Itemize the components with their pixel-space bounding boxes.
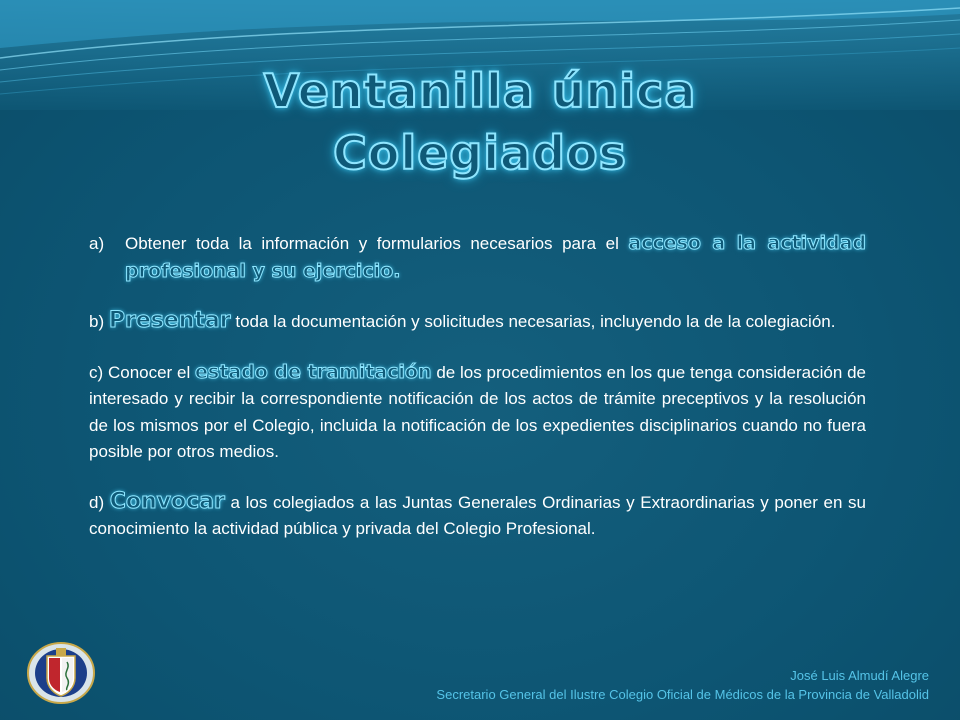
item-a-marker: a): [89, 234, 105, 253]
item-b-highlight: Presentar: [108, 308, 231, 333]
college-seal-icon: [25, 640, 97, 706]
item-c: [89, 359, 866, 466]
item-a-highlight: acceso a la actividad profesional y su ejercicio.: [125, 232, 866, 282]
item-c-marker: c) Conocer el: [89, 362, 196, 382]
footer-author: José Luis Almudí Alegre: [790, 668, 929, 683]
item-d-marker: d): [89, 492, 110, 512]
item-b-text: toda la documentación y solicitudes necesarias, incluyendo la de la colegiación.: [230, 312, 836, 331]
item-c-text: de los procedimientos en los que tenga consideración de interesado y recibir la correspondiente notificación de los actos de trámite preceptivos y la resolución de los mismos por el Colegio, incluida la notificación de los expedientes disciplinarios cuando no fuera posible por otros medios.: [89, 362, 866, 461]
footer-role: Secretario General del Ilustre Colegio Oficial de Médicos de la Provincia de Valladolid: [436, 687, 929, 702]
content-body: [89, 230, 866, 566]
title-line-2: Colegiados: [333, 126, 627, 180]
item-b: [89, 308, 866, 336]
item-b-marker: b): [89, 312, 109, 331]
item-d-text: a los colegiados a las Juntas Generales Ordinarias y Extraordinarias y poner en su conocimiento la actividad pública y privada del Colegio Profesional.: [89, 492, 866, 538]
footer: [436, 666, 929, 704]
item-c-highlight: estado de tramitación: [195, 360, 432, 383]
item-d: [89, 489, 866, 543]
title-line-1: Ventanilla única: [263, 64, 697, 118]
item-a: [89, 230, 866, 285]
item-a-text: Obtener toda la información y formularios necesarios para el: [125, 234, 629, 253]
item-d-highlight: Convocar: [109, 488, 225, 514]
